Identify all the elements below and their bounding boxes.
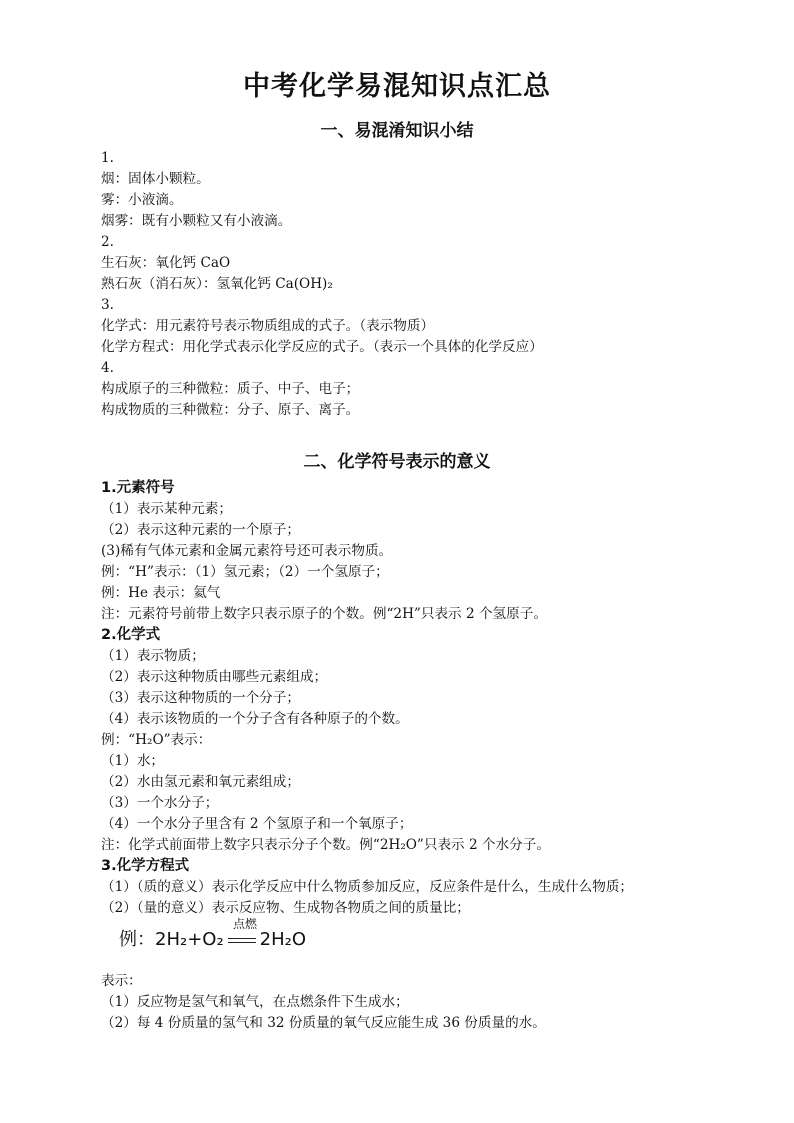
text-line: 雾：小液滴。 bbox=[101, 192, 183, 208]
text-line: (3)稀有气体元素和金属元素符号还可表示物质。 bbox=[101, 543, 393, 559]
chemical-equation bbox=[101, 919, 761, 971]
text-line: 例：“H”表示：（1）氢元素；（2）一个氢原子； bbox=[101, 564, 389, 580]
text-line: 1. bbox=[101, 150, 114, 166]
page-title: 中考化学易混知识点汇总 bbox=[243, 71, 551, 102]
text-line: （1）水； bbox=[101, 753, 165, 769]
section2-body bbox=[101, 478, 761, 1034]
equals-sign-icon bbox=[228, 935, 256, 946]
text-line: （4）表示该物质的一个分子含有各种原子的个数。 bbox=[101, 711, 409, 727]
text-line: （4）一个水分子里含有 2 个氢原子和一个氧原子； bbox=[101, 816, 413, 832]
text-line: （3）表示这种物质的一个分子； bbox=[101, 690, 300, 706]
section1-body bbox=[101, 148, 761, 421]
text-line: 注：化学式前面带上数字只表示分子个数。例“2H₂O”只表示 2 个水分子。 bbox=[101, 837, 550, 853]
text-line: 化学方程式：用化学式表示化学反应的式子。（表示一个具体的化学反应） bbox=[101, 339, 543, 355]
text-line: （1）（质的意义）表示化学反应中什么物质参加反应，反应条件是什么，生成什么物质； bbox=[101, 879, 634, 895]
section1-heading: 一、易混淆知识小结 bbox=[320, 121, 474, 141]
text-line: 构成原子的三种微粒：质子、中子、电子； bbox=[101, 381, 360, 397]
text-line: （2）每 4 份质量的氢气和 32 份质量的氧气反应能生成 36 份质量的水。 bbox=[101, 1015, 546, 1031]
text-line: 化学式：用元素符号表示物质组成的式子。（表示物质） bbox=[101, 318, 435, 334]
text-line: 构成物质的三种微粒：分子、原子、离子。 bbox=[101, 402, 360, 418]
text-line: （2）表示这种物质由哪些元素组成； bbox=[101, 669, 328, 685]
section2-heading: 二、化学符号表示的意义 bbox=[303, 452, 491, 472]
text-line: （1）表示某种元素； bbox=[101, 501, 232, 517]
text-line: （2）表示这种元素的一个原子； bbox=[101, 522, 300, 538]
subsection-title: 2.化学式 bbox=[101, 627, 161, 643]
text-line: （2）（量的意义）表示反应物、生成物各物质之间的质量比； bbox=[101, 900, 470, 916]
text-line: 例：“H₂O”表示： bbox=[101, 732, 212, 748]
text-line: 注：元素符号前带上数字只表示原子的个数。例“2H”只表示 2 个氢原子。 bbox=[101, 606, 547, 622]
text-line: 2. bbox=[101, 234, 114, 250]
text-line: （3）一个水分子； bbox=[101, 795, 219, 811]
equation-condition: 点燃 bbox=[233, 917, 258, 931]
subsection-title: 1.元素符号 bbox=[101, 480, 175, 496]
text-line: 烟雾：既有小颗粒又有小液滴。 bbox=[101, 213, 292, 229]
text-line: （1）表示物质； bbox=[101, 648, 205, 664]
text-line: （1）反应物是氢气和氧气，在点燃条件下生成水； bbox=[101, 994, 409, 1010]
text-line: 4. bbox=[101, 360, 114, 376]
text-line: 熟石灰（消石灰）：氢氧化钙 Ca(OH)₂ bbox=[101, 276, 333, 292]
text-line: 例：He 表示：氦气 bbox=[101, 585, 221, 601]
equation-label: 例： bbox=[119, 929, 155, 950]
equation-product: 2H₂O bbox=[259, 929, 307, 950]
text-line: 3. bbox=[101, 297, 114, 313]
text-line: 烟：固体小颗粒。 bbox=[101, 171, 210, 187]
text-line: （2）水由氢元素和氧元素组成； bbox=[101, 774, 300, 790]
equation-reactants: 2H₂+O₂ bbox=[155, 929, 224, 950]
subsection-title: 3.化学方程式 bbox=[101, 858, 190, 874]
text-line: 生石灰：氧化钙 CaO bbox=[101, 255, 231, 271]
text-line: 表示： bbox=[101, 973, 142, 989]
